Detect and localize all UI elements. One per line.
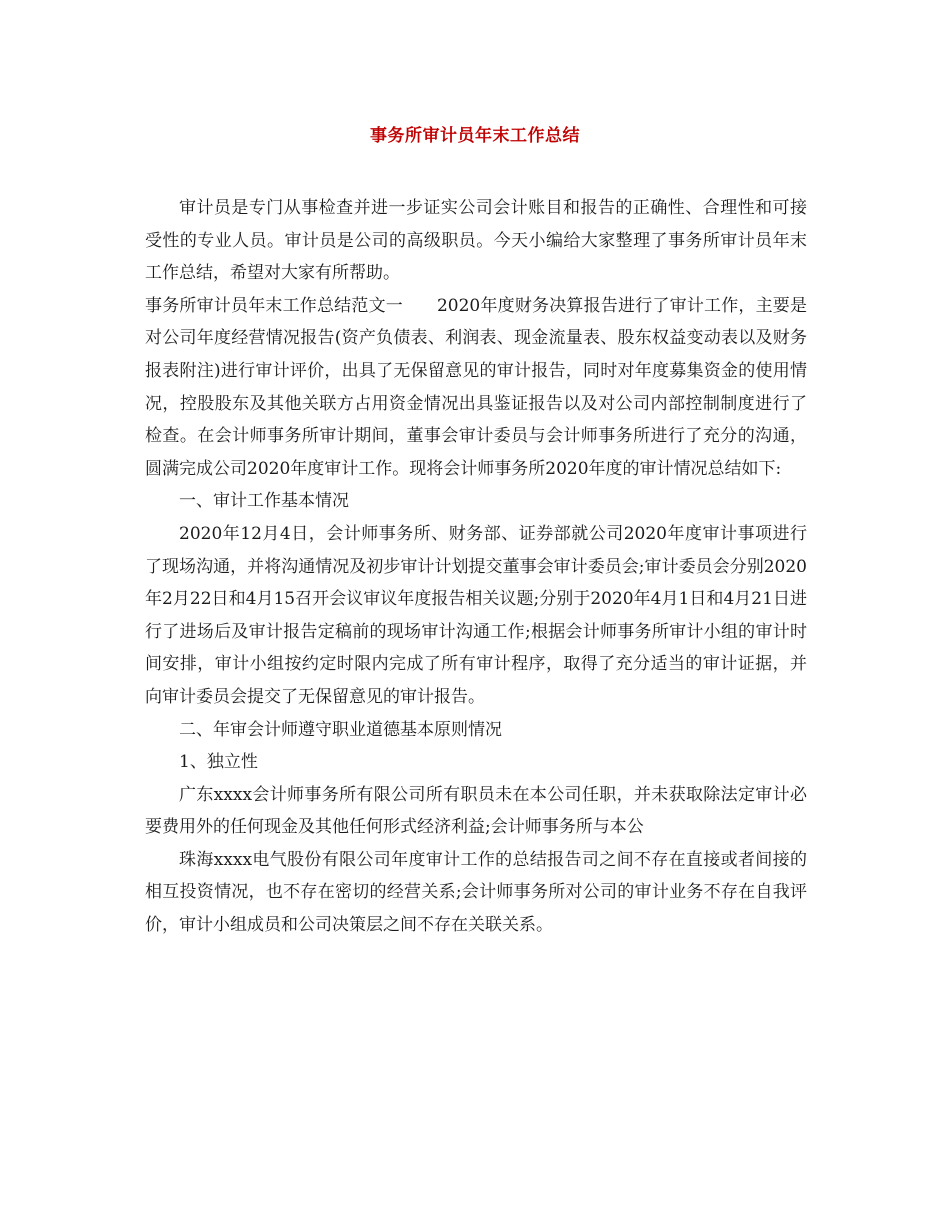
subsection-heading-independence: 1、独立性 <box>179 752 258 773</box>
intro-paragraph: 审计员是专门从事检查并进一步证实公司会计账目和报告的正确性、合理性和可接受性的专业人员。审计员是公司的高级职员。今天小编给大家整理了事务所审计员年末工作总结，希望对大家有所帮助。 <box>145 198 807 284</box>
sample-paragraph <box>145 290 807 486</box>
section-heading-2: 二、年审会计师遵守职业道德基本原则情况 <box>179 719 502 740</box>
sample-heading: 事务所审计员年末工作总结范文一 <box>145 295 403 316</box>
document-body <box>145 192 807 942</box>
section-heading-1: 一、审计工作基本情况 <box>179 491 349 512</box>
independence-paragraph: 广东xxxx会计师事务所有限公司所有职员未在本公司任职，并未获取除法定审计必要费用外的任何现金及其他任何形式经济利益;会计师事务所与本公 <box>145 784 807 838</box>
continuation-paragraph: 珠海xxxx电气股份有限公司年度审计工作的总结报告司之间不存在直接或者间接的相互投资情况，也不存在密切的经营关系;会计师事务所对公司的审计业务不存在自我评价，审计小组成员和公司决策层之间不存在关联关系。 <box>145 849 807 936</box>
document-title: 事务所审计员年末工作总结 <box>370 126 580 146</box>
section-1-paragraph: 2020年12月4日，会计师事务所、财务部、证券部就公司2020年度审计事项进行了现场沟通，并将沟通情况及初步审计计划提交董事会审计委员会;审计委员会分别2020年2月22日和4月15召开会议审议年度报告相关议题;分别于2020年4月1日和4月21日进行了进场后及审计报告定稿前的现场审计沟通工作;根据会计师事务所审计小组的审计时间安排，审计小组按约定时限内完成了所有审计程序，取得了充分适当的审计证据，并向审计委员会提交了无保留意见的审计报告。 <box>145 523 807 707</box>
sample-text: 2020年度财务决算报告进行了审计工作，主要是对公司年度经营情况报告(资产负债表、利润表、现金流量表、股东权益变动表以及财务报表附注)进行审计评价，出具了无保留意见的审计报告，同时对年度募集资金的使用情况，控股股东及其他关联方占用资金情况出具鉴证报告以及对公司内部控制制度进行了检查。在会计师事务所审计期间，董事会审计委员与会计师事务所进行了充分的沟通，圆满完成公司2020年度审计工作。现将会计师事务所2020年度的审计情况总结如下: <box>145 295 808 479</box>
